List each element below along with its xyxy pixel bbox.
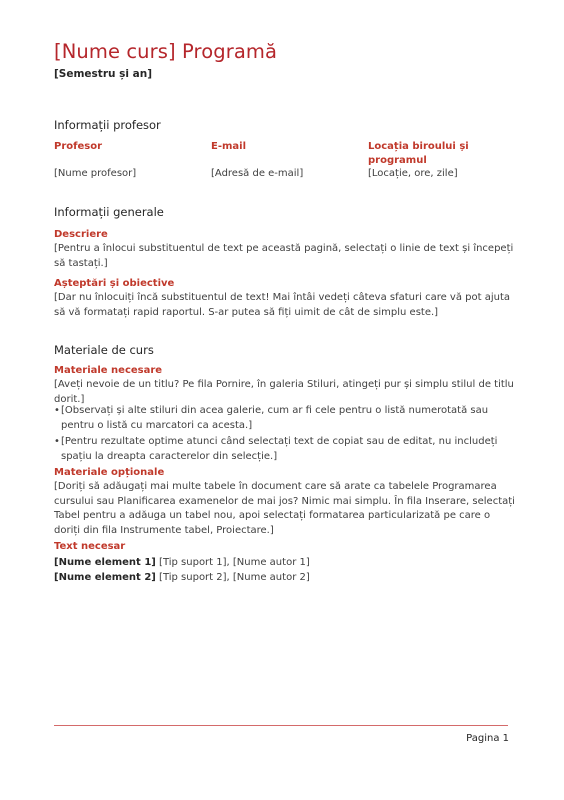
expectations-text: [Dar nu înlocuiți încă substituentul de text! Mai întâi vedeți câteva sfaturi care vă pot ajuta să vă formatați rapid raportul. S-ar putea să fiți uimit de cât de simplu este.] (54, 292, 510, 318)
general-heading: Informații generale (54, 205, 164, 219)
text-item-name: [Nume element 2] (54, 572, 156, 583)
instructor-column-name (54, 140, 196, 154)
bullet-icon: • (54, 436, 60, 447)
text-item-details: [Tip suport 1], [Nume autor 1] (155, 557, 310, 568)
text-item (54, 571, 310, 585)
required-materials-list (54, 404, 514, 466)
list-item-text: [Pentru rezultate optime atunci când selectați text de copiat sau de editat, nu includeți spațiu la dreapta caracterelor din selecție.] (61, 436, 498, 462)
required-materials-label: Materiale necesare (54, 365, 163, 376)
email-value: [Adresă de e-mail] (211, 168, 304, 179)
list-item (54, 404, 514, 433)
instructor-label: Profesor (54, 141, 103, 152)
bullet-icon: • (54, 405, 60, 416)
instructor-column-office (368, 140, 488, 168)
office-value: [Locație, ore, zile] (368, 168, 458, 179)
optional-materials-label: Materiale opționale (54, 467, 165, 478)
instructor-column-email (211, 140, 353, 154)
expectations-label: Așteptări și obiective (54, 278, 175, 289)
optional-materials-text: [Doriți să adăugați mai multe tabele în document care să arate ca tabelele Programarea cursului sau Planificarea examenelor de mai jos? Nimic mai simplu. În fila Inserare, selectați Tabel pentru a adăuga un tabel nou, apoi selectați formatarea particularizată pe care o doriți din fila Instrumente tabel, Proiectare.] (54, 481, 515, 536)
materials-heading: Materiale de curs (54, 343, 154, 357)
instructor-name-value: [Nume profesor] (54, 168, 137, 179)
text-item-details: [Tip suport 2], [Nume autor 2] (155, 572, 310, 583)
footer-divider (54, 725, 508, 726)
email-label: E-mail (211, 141, 247, 152)
instructor-heading: Informații profesor (54, 118, 161, 132)
list-item (54, 435, 514, 464)
text-item (54, 556, 310, 570)
list-item-text: [Observați și alte stiluri din acea galerie, cum ar fi cele pentru o listă numerotată sau pentru o listă cu marcatori ca acesta.] (61, 405, 489, 431)
office-label: Locația biroului și programul (368, 141, 469, 166)
description-label: Descriere (54, 229, 108, 240)
page-number: Pagina 1 (466, 733, 509, 744)
text-item-name: [Nume element 1] (54, 557, 156, 568)
page-title: [Nume curs] Programă (54, 40, 278, 63)
required-materials-text: [Aveți nevoie de un titlu? Pe fila Pornire, în galeria Stiluri, atingeți pur și simplu stilul de titlu dorit.] (54, 379, 514, 405)
semester-subtitle: [Semestru și an] (54, 68, 152, 80)
required-text-label: Text necesar (54, 541, 126, 552)
description-text: [Pentru a înlocui substituentul de text pe această pagină, selectați o linie de text și începeți să tastați.] (54, 243, 514, 269)
